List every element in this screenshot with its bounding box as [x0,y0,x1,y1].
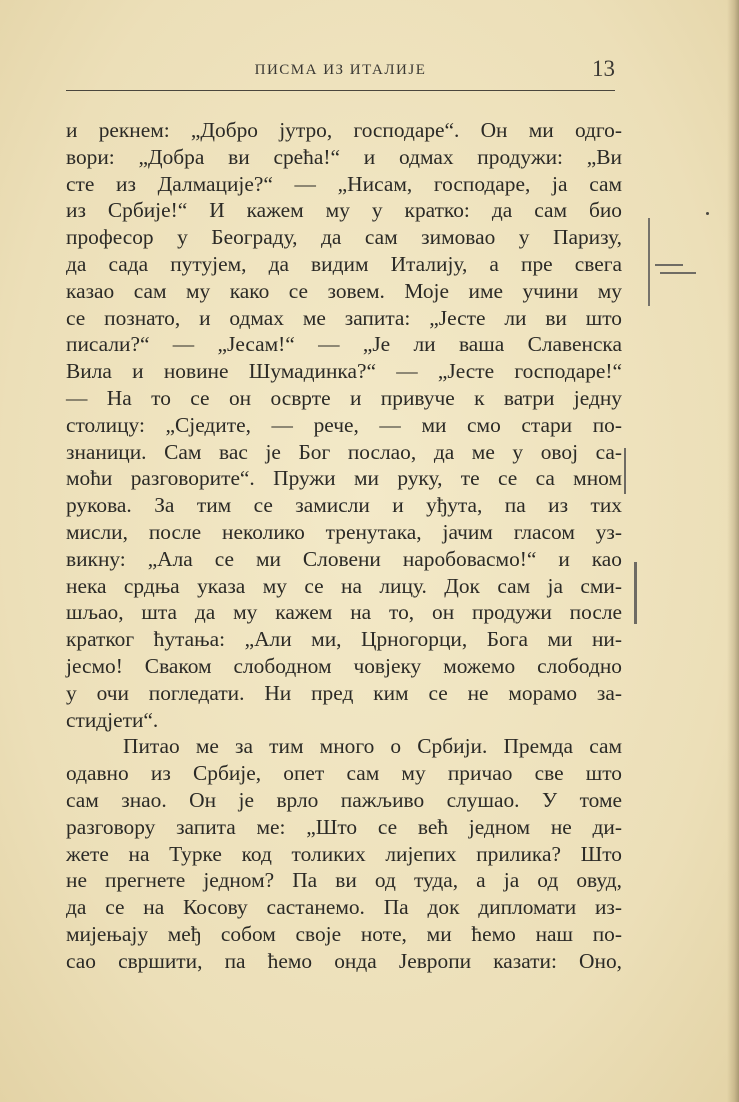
text-line: вори: „Добра ви срећа!“ и одмах продужи: „Ви [66,144,622,169]
pencil-bracket-mark [624,448,626,494]
text-line: мијењају међ собом своје ноте, ми ћемо наш по- [66,921,622,946]
text-line: жете на Турке код толиких лијепих прилика? Што [66,841,622,866]
text-line: сао свршити, па ћемо онда Јевропи казати: Оно, [66,948,622,973]
text-line: шљао, шта да му кажем на то, он продужи после [66,600,622,625]
text-line: професор у Београду, да сам зимовао у Паризу, [66,225,622,250]
page-edge-shadow [727,0,739,1102]
text-line: кратког ћутања: „Али ми, Црногорци, Бога ми ни- [66,627,622,652]
text-line: Питао ме за тим много о Србији. Премда сам [123,734,622,759]
page-header [66,56,615,90]
text-line: нека срдња указа му се на лицу. Док сам ја сми- [66,573,622,598]
text-line: стидјети“. [66,707,159,732]
text-line: јесмо! Сваком слободном човјеку можемо слободно [66,653,622,678]
text-line: се познато, и одмах ме запита: „Јесте ли ви што [66,305,622,330]
header-rule [66,90,615,91]
text-line: да сада путујем, да видим Италију, а пре свега [66,251,622,276]
pencil-dash-mark [655,264,683,266]
text-line: викну: „Ала се ми Словени наробовасмо!“ и као [66,546,622,571]
text-line: не прегнете једном? Па ви од туда, а ја од овуд, [66,868,622,893]
text-line: у очи погледати. Ни пред ким се не морамо за- [66,680,622,705]
text-line: писали?“ — „Јесам!“ — „Је ли ваша Славенска [66,332,622,357]
page-number: 13 [592,56,615,81]
text-line: да се на Косову састанемо. Па док дипломати из- [66,895,622,920]
pencil-bracket-mark [634,562,637,624]
running-title: ПИСМА ИЗ ИТАЛИЈЕ [254,62,427,78]
pencil-dash-mark [660,272,696,274]
text-line: — На то се он осврте и привуче к ватри једну [66,385,622,410]
text-line: одавно из Србије, опет сам му причао све што [66,761,622,786]
text-line: столицу: „Сједите, — рече, — ми смо стари по- [66,412,622,437]
text-line: знаници. Сам вас је Бог послао, да ме у овој са- [66,439,622,464]
text-line: сте из Далмације?“ — „Нисам, господаре, ја сам [66,171,622,196]
ink-speck [706,212,709,215]
text-line: из Србије!“ И кажем му у кратко: да сам био [66,198,622,223]
text-line: моћи разговорите“. Пружи ми руку, те се са мном [66,466,622,491]
text-line: разговору запита ме: „Што се већ једном не ди- [66,814,622,839]
pencil-margin-line [648,218,650,306]
text-line: Вила и новине Шумадинка?“ — „Јесте господаре!“ [66,359,622,384]
text-line: и рекнем: „Добро јутро, господаре“. Он ми одго- [66,118,622,142]
text-line: мисли, после неколико тренутака, јачим гласом уз- [66,519,622,544]
body-text [66,117,622,975]
text-line: сам знао. Он је врло пажљиво слушао. У томе [66,787,622,812]
text-line: казао сам му како се зовем. Моје име учини му [66,278,622,303]
text-line: рукова. За тим се замисли и уђута, па из тих [66,493,622,518]
